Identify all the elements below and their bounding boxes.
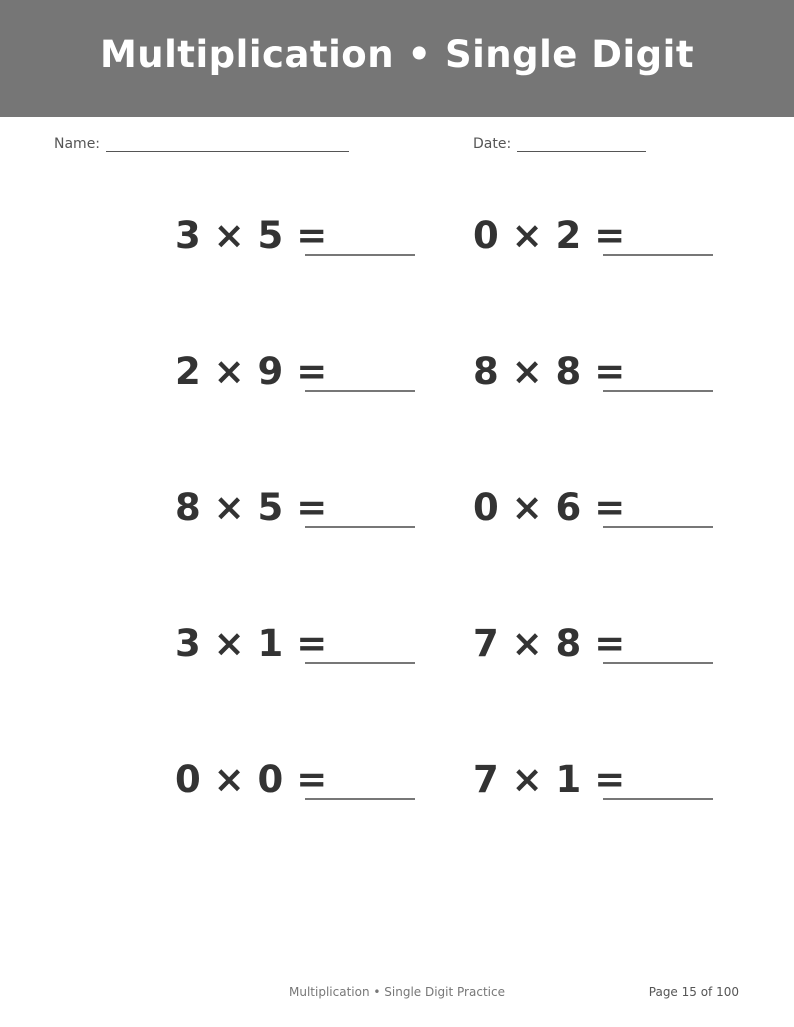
page-title: Multiplication • Single Digit bbox=[99, 33, 695, 76]
equals-sign: = bbox=[594, 622, 626, 665]
name-line[interactable] bbox=[106, 151, 349, 152]
problem-10 bbox=[473, 758, 626, 801]
equals-sign: = bbox=[296, 214, 328, 257]
answer-line[interactable] bbox=[603, 662, 713, 664]
problem-operand-b: 5 bbox=[257, 486, 284, 529]
answer-line[interactable] bbox=[305, 662, 415, 664]
problem-operand-b: 2 bbox=[555, 214, 582, 257]
equals-sign: = bbox=[594, 758, 626, 801]
problem-operand-b: 1 bbox=[257, 622, 284, 665]
equals-sign: = bbox=[296, 622, 328, 665]
problem-operand-b: 9 bbox=[257, 350, 284, 393]
multiply-sign: × bbox=[213, 758, 245, 801]
problem-operand-a: 0 bbox=[473, 214, 499, 257]
problem-operand-a: 2 bbox=[175, 350, 201, 393]
answer-line[interactable] bbox=[305, 254, 415, 256]
multiply-sign: × bbox=[511, 758, 543, 801]
problem-operand-b: 6 bbox=[555, 486, 582, 529]
answer-line[interactable] bbox=[603, 526, 713, 528]
problem-operand-b: 1 bbox=[555, 758, 582, 801]
equals-sign: = bbox=[296, 486, 328, 529]
answer-line[interactable] bbox=[603, 798, 713, 800]
name-label: Name: bbox=[54, 136, 101, 152]
page-header bbox=[0, 0, 794, 117]
problem-4 bbox=[473, 350, 626, 393]
answer-line[interactable] bbox=[305, 390, 415, 392]
multiply-sign: × bbox=[511, 350, 543, 393]
answer-line[interactable] bbox=[305, 526, 415, 528]
problem-operand-b: 8 bbox=[555, 350, 582, 393]
problem-operand-a: 3 bbox=[175, 214, 201, 257]
equals-sign: = bbox=[594, 486, 626, 529]
multiply-sign: × bbox=[213, 486, 245, 529]
equals-sign: = bbox=[594, 214, 626, 257]
page-number: Page 15 of 100 bbox=[648, 985, 739, 999]
problem-operand-a: 8 bbox=[473, 350, 499, 393]
problem-2 bbox=[473, 214, 626, 257]
problem-operand-a: 7 bbox=[473, 622, 499, 665]
answer-line[interactable] bbox=[603, 390, 713, 392]
equals-sign: = bbox=[296, 758, 328, 801]
problem-operand-b: 5 bbox=[257, 214, 284, 257]
problem-operand-a: 3 bbox=[175, 622, 201, 665]
problem-7 bbox=[175, 622, 328, 665]
problem-operand-b: 0 bbox=[257, 758, 284, 801]
multiply-sign: × bbox=[511, 214, 543, 257]
multiply-sign: × bbox=[511, 622, 543, 665]
date-line[interactable] bbox=[517, 151, 646, 152]
problem-6 bbox=[473, 486, 626, 529]
multiply-sign: × bbox=[213, 622, 245, 665]
problem-operand-a: 0 bbox=[473, 486, 499, 529]
problem-3 bbox=[175, 350, 328, 393]
date-label: Date: bbox=[473, 136, 512, 152]
multiply-sign: × bbox=[511, 486, 543, 529]
equals-sign: = bbox=[296, 350, 328, 393]
problem-operand-a: 8 bbox=[175, 486, 201, 529]
problem-operand-b: 8 bbox=[555, 622, 582, 665]
answer-line[interactable] bbox=[305, 798, 415, 800]
problem-1 bbox=[175, 214, 328, 257]
footer-title: Multiplication • Single Digit Practice bbox=[289, 985, 505, 999]
problem-5 bbox=[175, 486, 328, 529]
equals-sign: = bbox=[594, 350, 626, 393]
problem-operand-a: 7 bbox=[473, 758, 499, 801]
problem-9 bbox=[175, 758, 328, 801]
multiply-sign: × bbox=[213, 350, 245, 393]
problem-8 bbox=[473, 622, 626, 665]
problem-operand-a: 0 bbox=[175, 758, 201, 801]
multiply-sign: × bbox=[213, 214, 245, 257]
answer-line[interactable] bbox=[603, 254, 713, 256]
